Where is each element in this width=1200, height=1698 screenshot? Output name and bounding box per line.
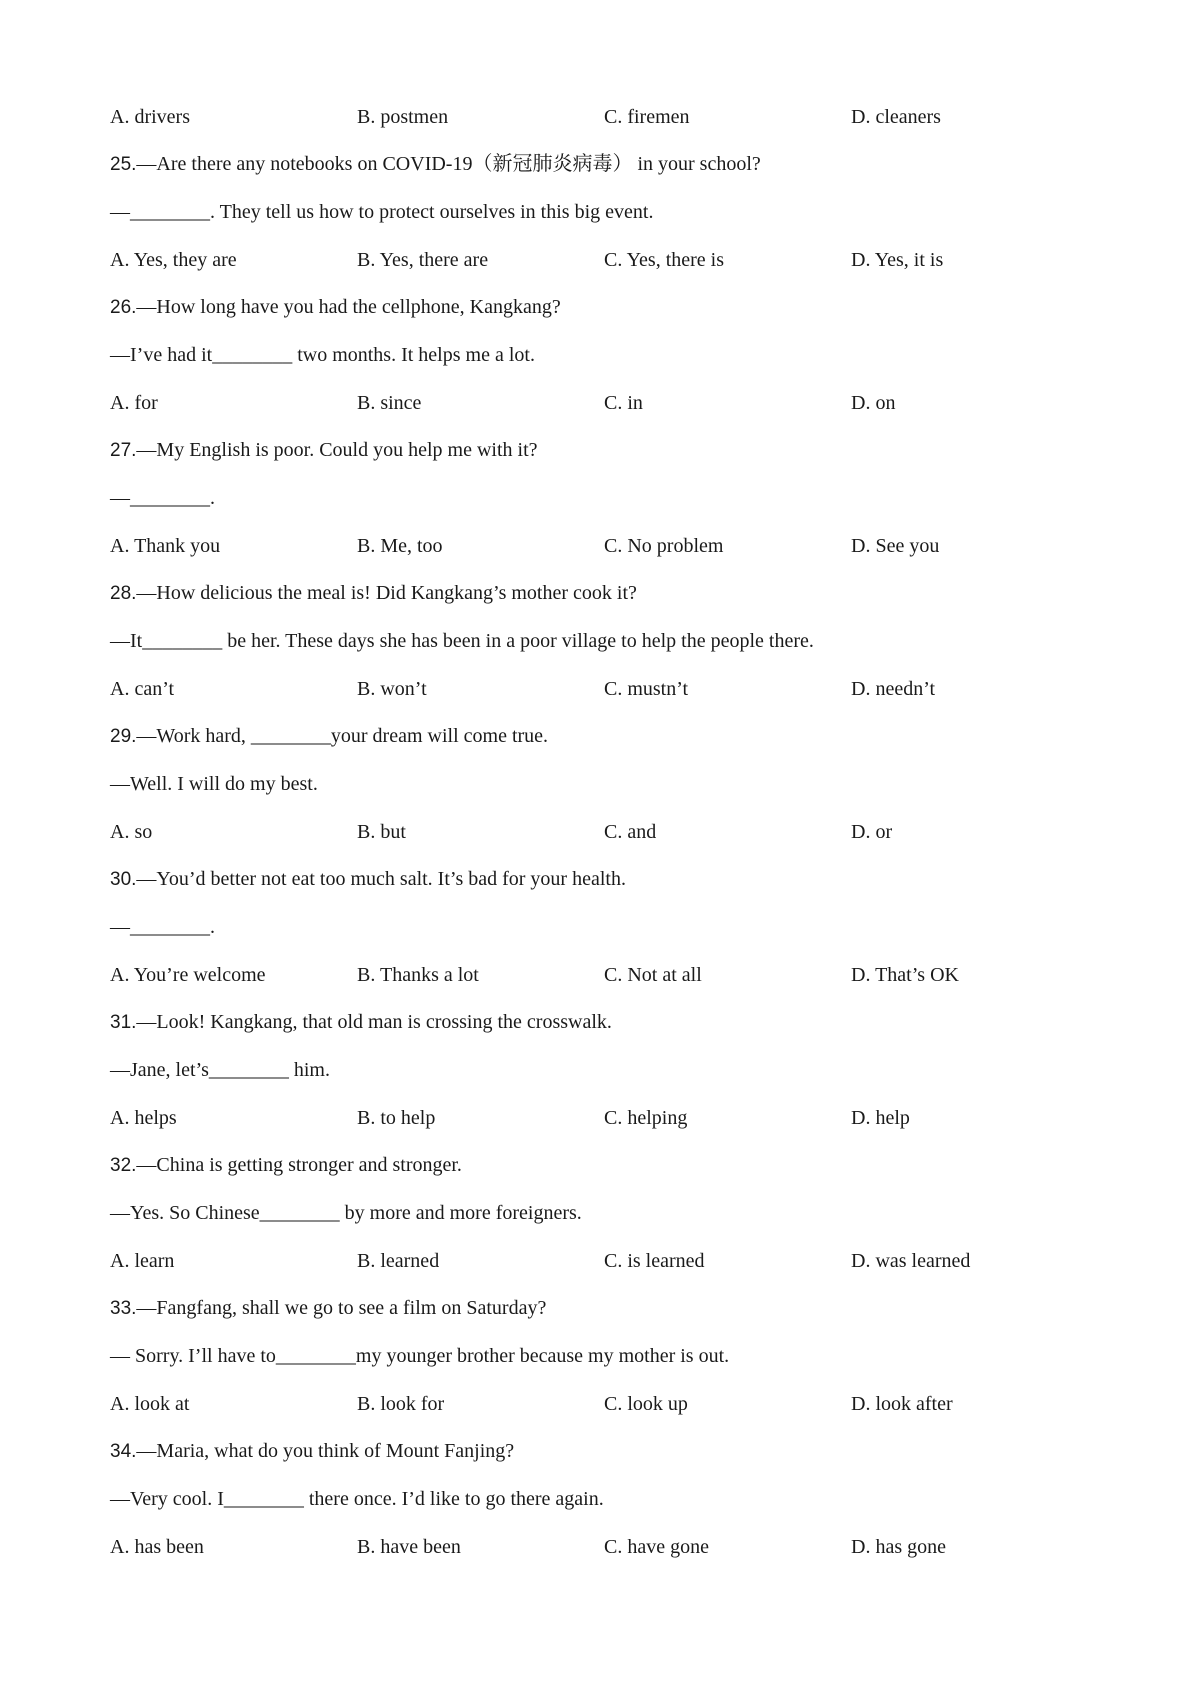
option-c: C. is learned: [604, 1250, 705, 1272]
option-c: C. No problem: [604, 535, 724, 557]
question-28-reply: —It________ be her. These days she has been in a poor village to help the people there.: [110, 630, 814, 652]
options-row-34: [110, 1535, 1110, 1559]
option-c: C. Yes, there is: [604, 249, 725, 271]
question-29-reply: —Well. I will do my best.: [110, 773, 318, 795]
option-b: B. postmen: [357, 106, 449, 128]
option-d: D. Yes, it is: [851, 249, 944, 271]
options-row-26: [110, 391, 1110, 415]
option-b: B. but: [357, 821, 406, 843]
question-number: 29.: [110, 726, 137, 747]
option-c: C. look up: [604, 1393, 688, 1415]
option-a: A. Yes, they are: [110, 249, 237, 271]
options-row-29: [110, 820, 1110, 844]
option-a: A. can’t: [110, 678, 175, 700]
option-c: C. have gone: [604, 1536, 709, 1558]
option-a: A. for: [110, 392, 158, 414]
question-number: 25.: [110, 154, 137, 175]
question-text: —How delicious the meal is! Did Kangkang’s mother cook it?: [136, 582, 637, 604]
question-text: —Work hard, ________your dream will come true.: [136, 725, 549, 747]
question-text: —Look! Kangkang, that old man is crossing the crosswalk.: [136, 1011, 612, 1033]
option-c: C. helping: [604, 1107, 688, 1129]
option-b: B. since: [357, 392, 422, 414]
question-number: 30.: [110, 869, 137, 890]
option-d: D. See you: [851, 535, 940, 557]
option-d: D. help: [851, 1107, 910, 1129]
option-b: B. Me, too: [357, 535, 443, 557]
question-number: 33.: [110, 1298, 137, 1319]
option-a: A. Thank you: [110, 535, 221, 557]
option-c: C. firemen: [604, 106, 690, 128]
option-a: A. has been: [110, 1536, 204, 1558]
options-row-31: [110, 1106, 1110, 1130]
option-d: D. That’s OK: [851, 964, 959, 986]
question-34-prompt: [110, 1439, 514, 1464]
option-d: D. has gone: [851, 1536, 946, 1558]
option-a: A. so: [110, 821, 153, 843]
options-row-24: [110, 105, 1110, 129]
option-d: D. or: [851, 821, 893, 843]
options-row-25: [110, 248, 1110, 272]
question-number: 32.: [110, 1155, 137, 1176]
question-32-prompt: [110, 1153, 462, 1178]
question-number: 27.: [110, 440, 137, 461]
option-a: A. drivers: [110, 106, 190, 128]
options-row-33: [110, 1392, 1110, 1416]
option-a: A. look at: [110, 1393, 190, 1415]
question-text: —Maria, what do you think of Mount Fanjing?: [136, 1440, 515, 1462]
question-number: 26.: [110, 297, 137, 318]
option-b: B. won’t: [357, 678, 427, 700]
question-34-reply: —Very cool. I________ there once. I’d like to go there again.: [110, 1488, 604, 1510]
question-number: 34.: [110, 1441, 137, 1462]
options-row-32: [110, 1249, 1110, 1273]
question-text: —Are there any notebooks on COVID-19（新冠肺炎病毒） in your school?: [136, 153, 761, 175]
option-b: B. to help: [357, 1107, 436, 1129]
options-row-28: [110, 677, 1110, 701]
option-a: A. helps: [110, 1107, 177, 1129]
question-30-prompt: [110, 867, 626, 892]
option-b: B. learned: [357, 1250, 440, 1272]
option-a: A. learn: [110, 1250, 175, 1272]
question-text: —How long have you had the cellphone, Kangkang?: [136, 296, 561, 318]
option-b: B. look for: [357, 1393, 445, 1415]
question-27-reply: —________.: [110, 487, 215, 509]
option-c: C. mustn’t: [604, 678, 689, 700]
option-d: D. cleaners: [851, 106, 941, 128]
option-b: B. Yes, there are: [357, 249, 489, 271]
question-31-reply: —Jane, let’s________ him.: [110, 1059, 330, 1081]
option-b: B. have been: [357, 1536, 461, 1558]
question-text: —You’d better not eat too much salt. It’s bad for your health.: [136, 868, 626, 890]
options-row-30: [110, 963, 1110, 987]
question-30-reply: —________.: [110, 916, 215, 938]
option-a: A. You’re welcome: [110, 964, 266, 986]
question-text: —China is getting stronger and stronger.: [136, 1154, 462, 1176]
question-25-reply: —________. They tell us how to protect ourselves in this big event.: [110, 201, 654, 223]
question-25-prompt: [110, 152, 761, 177]
option-c: C. in: [604, 392, 643, 414]
options-row-27: [110, 534, 1110, 558]
option-c: C. and: [604, 821, 657, 843]
option-d: D. on: [851, 392, 896, 414]
option-c: C. Not at all: [604, 964, 702, 986]
question-number: 28.: [110, 583, 137, 604]
question-27-prompt: [110, 438, 538, 463]
question-33-reply: — Sorry. I’ll have to________my younger brother because my mother is out.: [110, 1345, 730, 1367]
option-b: B. Thanks a lot: [357, 964, 479, 986]
question-text: —My English is poor. Could you help me with it?: [136, 439, 538, 461]
question-28-prompt: [110, 581, 637, 606]
question-33-prompt: [110, 1296, 546, 1321]
option-d: D. was learned: [851, 1250, 971, 1272]
option-d: D. needn’t: [851, 678, 936, 700]
question-26-prompt: [110, 295, 561, 320]
question-29-prompt: [110, 724, 548, 749]
option-d: D. look after: [851, 1393, 953, 1415]
question-number: 31.: [110, 1012, 137, 1033]
question-31-prompt: [110, 1010, 612, 1035]
question-text: —Fangfang, shall we go to see a film on Saturday?: [136, 1297, 547, 1319]
question-26-reply: —I’ve had it________ two months. It helps me a lot.: [110, 344, 535, 366]
question-32-reply: —Yes. So Chinese________ by more and more foreigners.: [110, 1202, 582, 1224]
